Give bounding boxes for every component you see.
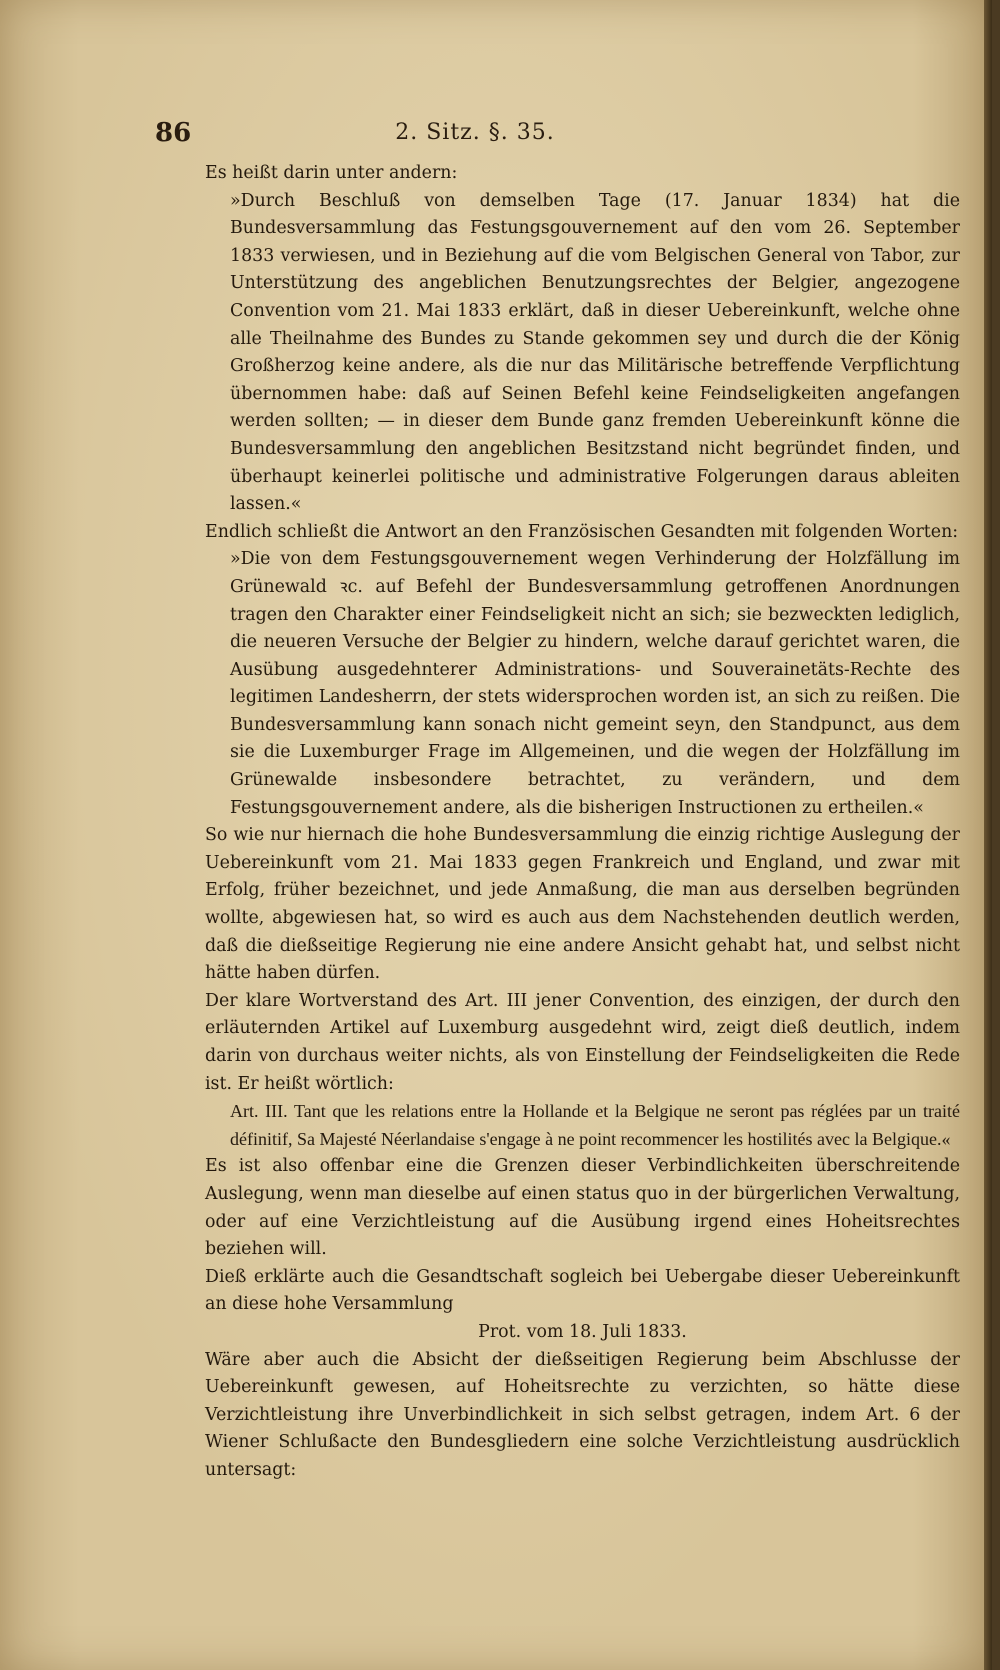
paragraph-finally: Endlich schließt die Antwort an den Französischen Gesandten mit folgenden Worten: [205,521,959,542]
running-head: 2. Sitz. §. 35. [395,120,555,145]
page-body [205,160,960,1485]
quote-answer: »Die von dem Festungsgouvernement wegen Verhinderung der Holzfällung im Grünewald ꝛc. auf Befehl der Bundesversammlung getroffenen Anordnungen tragen den Charakter einer Feindseligkeit nicht an sich; sie bezweckten lediglich, die neueren Versuche der Belgier zu hindern, welche darauf gerichtet waren, die Ausübung ausgedehnterer Administrations- und Souverainetäts-Rechte des legitimen Landesherrn, der stets widersprochen worden ist, an sich zu reißen. Die Bundesversammlung kann sonach nicht gemeint seyn, den Standpunct, aus dem sie die Luxemburger Frage im Allgemeinen, und die wegen der Holzfällung im Grünewalde insbesondere betrachtet, zu verändern, und dem Festungsgouvernement andere, als die bisherigen Instructionen zu ertheilen.« [230,549,960,818]
paragraph-limits: Es ist also offenbar eine die Grenzen dieser Verbindlichkeiten überschreitende Auslegung, wenn man dieselbe auf einen status quo in der bürgerlichen Verwaltung, oder auf eine Verzichtleistung auf die Ausübung irgend eines Hoheitsrechtes beziehen will. [205,1156,960,1260]
page-number: 86 [155,118,192,148]
paragraph-intro: Es heißt darin unter andern: [205,163,458,183]
page-header [155,118,795,154]
paragraph-declaration: Dieß erklärte auch die Gesandtschaft sogleich bei Uebergabe dieser Uebereinkunft an diese hohe Versammlung [205,1266,960,1315]
paragraph-renunciation: Wäre aber auch die Absicht der dießseitigen Regierung beim Abschlusse der Uebereinkunft gewesen, auf Hoheitsrechte zu verzichten, so hätte diese Verzichtleistung ihre Unverbindlichkeit in sich selbst getragen, indem Art. 6 der Wiener Schlußacte den Bundesgliedern eine solche Verzichtleistung ausdrücklich untersagt: [205,1349,960,1480]
paragraph-article-three: Der klare Wortverstand des Art. III jener Convention, des einzigen, der durch den erläuternden Artikel auf Luxemburg ausgedehnt wird, zeigt dieß deutlich, indem darin von durchaus weiter nichts, als von Einstellung der Feindseligkeiten die Rede ist. Er heißt wörtlich: [205,990,960,1094]
page-edge [984,0,992,1670]
quote-resolution: »Durch Beschluß von demselben Tage (17. Januar 1834) hat die Bundesversammlung das Festungsgouvernement auf den vom 26. September 1833 verwiesen, und in Beziehung auf die vom Belgischen General von Tabor, zur Unterstützung des angeblichen Benutzungsrechtes der Belgier, angezogene Convention vom 21. Mai 1833 erklärt, daß in dieser Uebereinkunft, welche ohne alle Theilnahme des Bundes zu Stande gekommen sey und durch die der König Großherzog keine andere, als die nur das Militärische betreffende Verpflichtung übernommen habe: daß auf Seinen Befehl keine Feindseligkeiten angefangen werden sollten; — in dieser dem Bunde ganz fremden Uebereinkunft könne die Bundesversammlung den angeblichen Besitzstand nicht begründet finden, und überhaupt keinerlei politische und administrative Folgerungen daraus ableiten lassen.« [230,190,960,515]
quote-french-article: Art. III. Tant que les relations entre la Hollande et la Belgique ne seront pas réglées par un traité définitif, Sa Majesté Néerlandaise s'engage à ne point recommencer les hostilités avec la Belgique.« [230,1101,960,1149]
paragraph-interpretation: So wie nur hiernach die hohe Bundesversammlung die einzig richtige Auslegung der Uebereinkunft vom 21. Mai 1833 gegen Frankreich und England, und zwar mit Erfolg, früher bezeichnet, und jede Anmaßung, die man aus derselben begründen wollte, abgewiesen hat, so wird es auch aus dem Nachstehenden deutlich werden, daß die dießseitige Regierung nie eine andere Ansicht gehabt hat, und selbst nicht hätte haben dürfen. [205,825,960,984]
protocol-reference: Prot. vom 18. Juli 1833. [478,1321,687,1342]
